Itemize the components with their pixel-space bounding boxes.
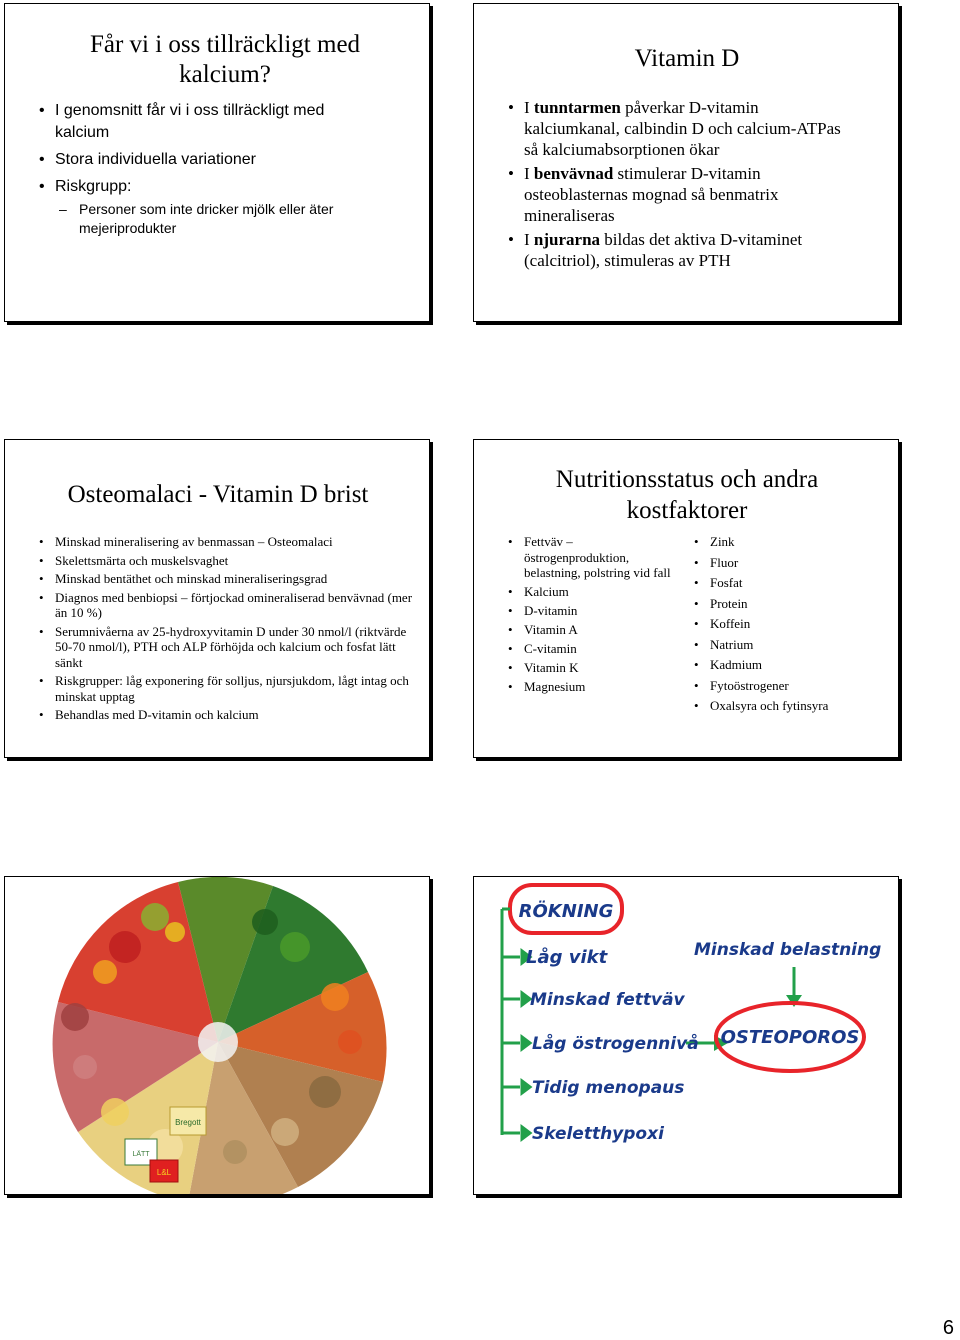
factor-label: Minskad fettväv bbox=[530, 990, 685, 1010]
bullet-item: • Vitamin A bbox=[506, 622, 671, 638]
bullet-bold: benvävnad bbox=[533, 164, 614, 183]
bullet-item bbox=[506, 163, 846, 226]
bullet-text: I bbox=[524, 230, 534, 249]
slide-osteomalacia bbox=[4, 439, 430, 758]
bullet-item: • Serumnivåerna av 25-hydroxyvitamin D under 30 nmol/l (riktvärde 50-70 nmol/l), PTH och ALP förhöjda och kalcium och fosfat lätt sänkt bbox=[37, 624, 417, 671]
bullet-text: stimulerar D-vitamin osteoblasternas mognad så benmatrix mineraliseras bbox=[524, 164, 779, 225]
bullet-item: • Stora individuella variationer bbox=[37, 149, 377, 171]
food-circle-image bbox=[5, 877, 430, 1195]
bullet-item: • Fluor bbox=[692, 555, 892, 571]
slide-food-circle-photo bbox=[4, 876, 430, 1195]
bullet-item: • Minskad bentäthet och minskad mineraliseringsgrad bbox=[37, 571, 417, 587]
bullet-text: I bbox=[524, 164, 534, 183]
slide-vitamin-d bbox=[473, 3, 899, 322]
slide-title: Får vi i oss tillräckligt med kalcium? bbox=[89, 31, 361, 88]
slide-title: Vitamin D bbox=[634, 45, 740, 72]
package-label: L&L bbox=[156, 1168, 172, 1177]
slide-nutrition-status bbox=[473, 439, 899, 758]
bullet-item: • Kalcium bbox=[506, 584, 671, 600]
bullet-item: • Koffein bbox=[692, 616, 892, 632]
factor-label: Tidig menopaus bbox=[532, 1078, 685, 1098]
slide-osteoporosis-diagram bbox=[473, 876, 899, 1195]
bullet-item: • Diagnos med benbiopsi – förtjockad omineraliserad benvävnad (mer än 10 %) bbox=[37, 590, 417, 621]
bullet-item bbox=[37, 176, 377, 238]
bullet-item: • I genomsnitt får vi i oss tillräckligt med kalcium bbox=[37, 100, 377, 144]
bullet-list bbox=[506, 97, 846, 271]
factor-label: Skeletthypoxi bbox=[532, 1124, 664, 1144]
bullet-list bbox=[37, 100, 377, 238]
bullet-item: • Skelettsmärta och muskelsvaghet bbox=[37, 553, 417, 569]
bullet-item: • C-vitamin bbox=[506, 641, 671, 657]
right-bullet-list bbox=[692, 534, 892, 714]
bullet-item: • Oxalsyra och fytinsyra bbox=[692, 698, 892, 714]
sub-bullet-list bbox=[37, 200, 377, 238]
bullet-text: I bbox=[524, 98, 534, 117]
risk-factor-diagram bbox=[474, 877, 899, 1195]
bullet-item: • Fosfat bbox=[692, 575, 892, 591]
slide-title: Osteomalaci - Vitamin D brist bbox=[67, 481, 369, 508]
bullet-item: • Fettväv – östrogenproduktion, belastning, polstring vid fall bbox=[506, 534, 671, 581]
bullet-item: • Minskad mineralisering av benmassan – Osteomalaci bbox=[37, 534, 417, 550]
bullet-bold: njurarna bbox=[533, 230, 601, 249]
bullet-item: • Zink bbox=[692, 534, 892, 550]
page-number: 6 bbox=[942, 1317, 954, 1339]
bullet-item: • Vitamin K bbox=[506, 660, 671, 676]
bullet-item bbox=[506, 229, 846, 271]
bullet-bold: tunntarmen bbox=[533, 98, 621, 117]
bullet-item: • D-vitamin bbox=[506, 603, 671, 619]
factor-label: Låg vikt bbox=[526, 947, 608, 968]
outcome-label: OSTEOPOROS bbox=[720, 1027, 860, 1048]
package-label: LÄTT bbox=[132, 1151, 150, 1158]
slide-title: Nutritionsstatus och andra kostfaktorer bbox=[555, 466, 819, 524]
bullet-text: Riskgrupp: bbox=[55, 178, 132, 195]
bullet-item: • Magnesium bbox=[506, 679, 671, 695]
bullet-item: • Kadmium bbox=[692, 657, 892, 673]
bullet-item: • Behandlas med D-vitamin och kalcium bbox=[37, 707, 417, 723]
slide-calcium-intake bbox=[4, 3, 430, 322]
bullet-text: bildas det aktiva D-vitaminet (calcitriol), stimuleras av PTH bbox=[524, 230, 803, 270]
bullet-list bbox=[37, 534, 417, 723]
sub-bullet-item: – Personer som inte dricker mjölk eller äter mejeriprodukter bbox=[55, 200, 377, 238]
bullet-item: • Protein bbox=[692, 596, 892, 612]
factor-label: Låg östrogennivå bbox=[532, 1034, 699, 1054]
bullet-item bbox=[506, 97, 846, 160]
bullet-item: • Natrium bbox=[692, 637, 892, 653]
factor-label: Minskad belastning bbox=[694, 940, 882, 960]
bullet-text: påverkar D-vitamin kalciumkanal, calbindin D och calcium-ATPas så kalciumabsorptionen ökar bbox=[524, 98, 841, 159]
left-bullet-list bbox=[506, 534, 671, 695]
bullet-item: • Riskgrupper: låg exponering för solljus, njursjukdom, lågt intag och minskat upptag bbox=[37, 673, 417, 704]
bullet-item: • Fytoöstrogener bbox=[692, 678, 892, 694]
package-label: Bregott bbox=[175, 1118, 201, 1127]
factor-label: RÖKNING bbox=[518, 901, 614, 922]
